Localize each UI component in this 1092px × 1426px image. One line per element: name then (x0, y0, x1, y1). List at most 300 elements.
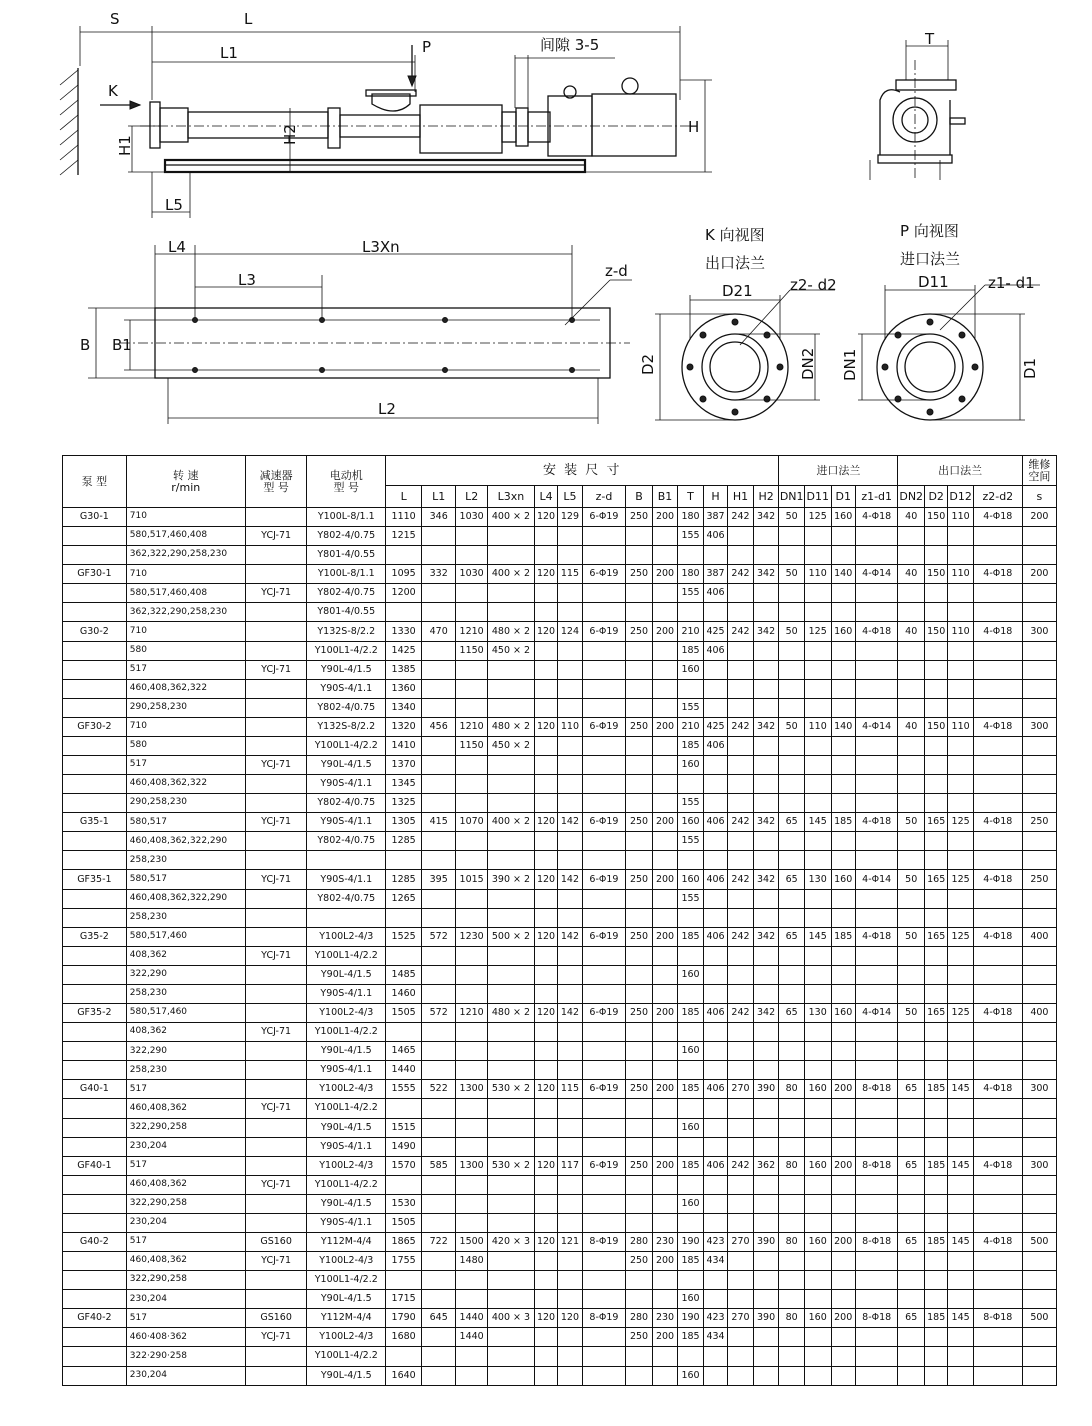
table-cell (855, 1290, 898, 1309)
table-cell (626, 889, 653, 908)
table-cell: 125 (948, 870, 974, 889)
table-cell (626, 736, 653, 755)
table-cell: 250 (626, 717, 653, 736)
table-cell (779, 1271, 805, 1290)
table-cell (422, 984, 456, 1003)
table-cell (925, 1099, 948, 1118)
table-cell (245, 1061, 307, 1080)
table-cell (948, 641, 974, 660)
table-row (63, 736, 1057, 755)
table-cell (973, 641, 1022, 660)
table-cell (582, 679, 626, 698)
table-cell (753, 1099, 779, 1118)
table-cell (1022, 794, 1056, 813)
table-cell (973, 584, 1022, 603)
p-view-title: P 向视图 (900, 222, 959, 240)
table-cell (582, 527, 626, 546)
table-cell (582, 832, 626, 851)
table-cell (678, 679, 704, 698)
table-cell (488, 603, 535, 622)
table-cell (456, 794, 488, 813)
table-cell: 185 (678, 1004, 704, 1023)
table-cell (703, 1366, 727, 1385)
label-l4: L4 (168, 238, 186, 256)
table-cell (558, 889, 582, 908)
table-cell (488, 546, 535, 565)
table-cell: 1570 (386, 1156, 422, 1175)
table-cell (626, 660, 653, 679)
table-cell: 160 (831, 870, 855, 889)
table-cell: 1480 (456, 1252, 488, 1271)
table-cell (422, 851, 456, 870)
table-cell: 6-Φ19 (582, 1156, 626, 1175)
table-cell (831, 946, 855, 965)
table-cell (626, 756, 653, 775)
table-cell (63, 1118, 127, 1137)
table-cell: Y90S-4/1.1 (307, 870, 386, 889)
table-cell: 258,230 (126, 908, 245, 927)
table-cell (558, 1194, 582, 1213)
table-cell (948, 1042, 974, 1061)
table-cell: 400 × 3 (488, 1309, 535, 1328)
table-cell (626, 546, 653, 565)
table-cell (753, 698, 779, 717)
table-cell (626, 698, 653, 717)
table-cell: 300 (1022, 1080, 1056, 1099)
table-cell (245, 622, 307, 641)
table-cell (582, 889, 626, 908)
table-cell (63, 641, 127, 660)
table-cell: 185 (925, 1309, 948, 1328)
table-row (63, 832, 1057, 851)
label-dn2: DN2 (799, 347, 817, 380)
table-cell (703, 946, 727, 965)
table-cell: Y132S-8/2.2 (307, 622, 386, 641)
table-cell (652, 946, 678, 965)
table-cell (804, 946, 831, 965)
table-cell: 65 (779, 1004, 805, 1023)
table-cell: Y90S-4/1.1 (307, 984, 386, 1003)
table-cell (973, 546, 1022, 565)
table-cell (831, 1175, 855, 1194)
table-cell (925, 946, 948, 965)
p-flange-view (858, 285, 1040, 420)
table-cell (898, 756, 925, 775)
table-cell: 160 (678, 1194, 704, 1213)
table-cell (488, 660, 535, 679)
table-cell (534, 603, 557, 622)
table-cell (973, 527, 1022, 546)
table-cell (534, 679, 557, 698)
table-cell: 1300 (456, 1156, 488, 1175)
table-cell: 40 (898, 717, 925, 736)
table-cell (456, 1099, 488, 1118)
table-cell (898, 641, 925, 660)
table-cell (626, 641, 653, 660)
table-cell: 125 (948, 813, 974, 832)
table-cell (626, 1175, 653, 1194)
hdr-reducer-l2: 型 号 (263, 480, 289, 494)
table-cell (898, 1137, 925, 1156)
table-cell (728, 546, 754, 565)
table-cell (422, 546, 456, 565)
table-cell (703, 1061, 727, 1080)
table-cell (534, 756, 557, 775)
table-cell: 200 (652, 813, 678, 832)
table-cell (422, 736, 456, 755)
table-cell (558, 584, 582, 603)
table-cell: 185 (678, 1156, 704, 1175)
table-cell (1022, 527, 1056, 546)
table-cell (582, 1099, 626, 1118)
base-view (88, 245, 632, 424)
label-l: L (244, 10, 253, 28)
table-cell (703, 1118, 727, 1137)
table-cell (534, 965, 557, 984)
table-cell: 300 (1022, 622, 1056, 641)
table-cell (456, 698, 488, 717)
table-cell (678, 1137, 704, 1156)
table-cell (779, 1290, 805, 1309)
table-cell: 160 (678, 1042, 704, 1061)
table-cell (422, 1194, 456, 1213)
table-cell (898, 1271, 925, 1290)
table-cell (973, 1347, 1022, 1366)
table-cell: 1330 (386, 622, 422, 641)
table-cell: 185 (678, 736, 704, 755)
table-cell (63, 775, 127, 794)
table-cell (456, 1213, 488, 1232)
table-cell: 200 (831, 1232, 855, 1251)
table-cell: 406 (703, 1156, 727, 1175)
table-cell (534, 660, 557, 679)
table-cell (652, 832, 678, 851)
table-cell (703, 965, 727, 984)
table-cell: 580,517,460 (126, 1004, 245, 1023)
table-cell: 145 (948, 1156, 974, 1175)
table-cell: 6-Φ19 (582, 622, 626, 641)
table-cell: 200 (831, 1156, 855, 1175)
table-cell: 1340 (386, 698, 422, 717)
table-cell (831, 1213, 855, 1232)
table-cell (456, 946, 488, 965)
table-cell (728, 756, 754, 775)
table-cell (652, 889, 678, 908)
table-cell (855, 946, 898, 965)
table-cell (925, 1042, 948, 1061)
table-cell (831, 641, 855, 660)
table-cell: 65 (779, 813, 805, 832)
table-cell: 406 (703, 1080, 727, 1099)
table-cell: 500 (1022, 1232, 1056, 1251)
table-cell: 342 (753, 508, 779, 527)
table-cell (558, 1061, 582, 1080)
table-cell: 145 (804, 927, 831, 946)
table-cell (245, 984, 307, 1003)
table-cell (948, 736, 974, 755)
table-cell (973, 775, 1022, 794)
table-cell: 120 (534, 1232, 557, 1251)
table-cell: 230 (652, 1309, 678, 1328)
table-cell (245, 1194, 307, 1213)
table-cell: GF40-2 (63, 1309, 127, 1328)
table-cell: 185 (678, 641, 704, 660)
table-cell (804, 1328, 831, 1347)
table-cell (245, 1118, 307, 1137)
table-cell: Y90S-4/1.1 (307, 813, 386, 832)
table-cell: 200 (652, 1004, 678, 1023)
table-cell (422, 1042, 456, 1061)
table-cell: 250 (626, 622, 653, 641)
table-cell (582, 1213, 626, 1232)
table-cell (1022, 679, 1056, 698)
table-cell (728, 584, 754, 603)
table-cell: 125 (804, 508, 831, 527)
table-cell (1022, 1023, 1056, 1042)
table-cell (534, 1347, 557, 1366)
table-cell (652, 546, 678, 565)
table-cell: 200 (1022, 508, 1056, 527)
table-cell: 1465 (386, 1042, 422, 1061)
table-cell: 4-Φ18 (855, 508, 898, 527)
table-cell (779, 1023, 805, 1042)
table-cell (1022, 984, 1056, 1003)
table-cell: 425 (703, 622, 727, 641)
table-cell (245, 794, 307, 813)
table-cell (831, 698, 855, 717)
table-cell (831, 889, 855, 908)
table-cell (488, 794, 535, 813)
hdr-col-d12: D12 (948, 486, 974, 508)
table-cell (63, 1137, 127, 1156)
table-cell (779, 546, 805, 565)
table-cell (804, 1366, 831, 1385)
table-cell: 200 (831, 1080, 855, 1099)
table-cell (534, 698, 557, 717)
table-cell: 6-Φ19 (582, 508, 626, 527)
table-cell: Y100L2-4/3 (307, 1252, 386, 1271)
table-cell: 250 (626, 1156, 653, 1175)
table-cell (831, 851, 855, 870)
table-cell: YCJ-71 (245, 1252, 307, 1271)
table-cell (626, 1118, 653, 1137)
table-cell (558, 984, 582, 1003)
table-cell: 1555 (386, 1080, 422, 1099)
table-cell (753, 736, 779, 755)
table-cell: 522 (422, 1080, 456, 1099)
table-cell: 150 (925, 565, 948, 584)
table-cell (855, 965, 898, 984)
table-cell: 110 (948, 622, 974, 641)
table-cell (422, 1137, 456, 1156)
table-cell (534, 1271, 557, 1290)
table-cell: 4-Φ18 (973, 1004, 1022, 1023)
table-cell: 4-Φ14 (855, 870, 898, 889)
table-cell (652, 1061, 678, 1080)
table-cell (652, 736, 678, 755)
table-cell: 185 (678, 927, 704, 946)
table-cell (948, 1347, 974, 1366)
table-cell (779, 1099, 805, 1118)
table-cell: 250 (1022, 870, 1056, 889)
table-cell (456, 1061, 488, 1080)
table-cell: 65 (898, 1309, 925, 1328)
table-cell (488, 1061, 535, 1080)
table-cell: 300 (1022, 717, 1056, 736)
table-cell (652, 908, 678, 927)
table-cell (678, 1175, 704, 1194)
table-row (63, 584, 1057, 603)
hdr-speed (126, 456, 245, 508)
table-cell: 460,408,362 (126, 1099, 245, 1118)
table-cell: 110 (804, 717, 831, 736)
table-cell (582, 1023, 626, 1042)
table-cell: 250 (626, 1004, 653, 1023)
table-cell: 242 (728, 508, 754, 527)
table-cell: Y90L-4/1.5 (307, 1290, 386, 1309)
table-cell (948, 908, 974, 927)
table-cell: 6-Φ19 (582, 717, 626, 736)
p-view-subtitle: 进口法兰 (900, 250, 961, 268)
table-cell (245, 508, 307, 527)
table-cell (948, 1252, 974, 1271)
table-cell (582, 794, 626, 813)
table-cell (678, 1099, 704, 1118)
table-cell (898, 889, 925, 908)
table-cell (753, 1023, 779, 1042)
table-cell (804, 527, 831, 546)
table-cell: 140 (831, 717, 855, 736)
label-l5: L5 (165, 196, 183, 214)
table-cell: 517 (126, 1156, 245, 1175)
table-cell (753, 1252, 779, 1271)
table-cell: 572 (422, 927, 456, 946)
table-cell (728, 1252, 754, 1271)
table-cell: 270 (728, 1309, 754, 1328)
table-cell (831, 660, 855, 679)
table-cell (422, 908, 456, 927)
table-cell: Y100L2-4/3 (307, 1004, 386, 1023)
table-cell (652, 1213, 678, 1232)
label-gap: 间隙 3-5 (540, 36, 600, 54)
table-cell: 200 (652, 1156, 678, 1175)
table-cell (831, 527, 855, 546)
table-cell: 322,290,258 (126, 1194, 245, 1213)
table-cell: 4-Φ18 (855, 927, 898, 946)
table-cell (558, 1252, 582, 1271)
table-cell: 580,517,460,408 (126, 527, 245, 546)
table-cell (558, 775, 582, 794)
table-cell (855, 641, 898, 660)
table-cell (804, 1175, 831, 1194)
table-cell (626, 851, 653, 870)
table-cell (678, 1271, 704, 1290)
label-d11: D11 (918, 273, 949, 291)
table-cell (582, 1290, 626, 1309)
table-cell (456, 527, 488, 546)
table-cell (779, 584, 805, 603)
table-cell: 572 (422, 1004, 456, 1023)
table-cell (245, 1347, 307, 1366)
table-cell: 342 (753, 1004, 779, 1023)
table-cell (804, 984, 831, 1003)
table-cell (804, 584, 831, 603)
table-cell (898, 1252, 925, 1271)
table-cell (582, 756, 626, 775)
table-cell (728, 736, 754, 755)
table-cell: 400 × 2 (488, 508, 535, 527)
table-cell: Y90L-4/1.5 (307, 1118, 386, 1137)
table-cell (973, 1042, 1022, 1061)
table-cell (652, 698, 678, 717)
table-cell (779, 908, 805, 927)
table-row (63, 984, 1057, 1003)
hdr-outlet: 出口法兰 (898, 456, 1022, 486)
table-cell (948, 1175, 974, 1194)
table-cell (245, 603, 307, 622)
table-row (63, 622, 1057, 641)
table-cell (534, 908, 557, 927)
table-cell (245, 927, 307, 946)
label-p: P (422, 38, 432, 56)
table-cell (753, 1328, 779, 1347)
table-cell: 50 (779, 717, 805, 736)
table-cell (1022, 1290, 1056, 1309)
table-cell (925, 584, 948, 603)
table-cell (973, 660, 1022, 679)
table-cell (728, 984, 754, 1003)
table-cell (804, 546, 831, 565)
table-cell (728, 1194, 754, 1213)
table-cell (804, 660, 831, 679)
table-cell: 230,204 (126, 1366, 245, 1385)
table-cell (422, 1175, 456, 1194)
hdr-col-l4: L4 (534, 486, 557, 508)
table-cell: GS160 (245, 1309, 307, 1328)
table-cell: 6-Φ19 (582, 813, 626, 832)
table-cell: 480 × 2 (488, 717, 535, 736)
table-cell (63, 1194, 127, 1213)
table-cell (422, 1023, 456, 1042)
table-cell (831, 1252, 855, 1271)
table-cell: 185 (678, 1252, 704, 1271)
table-cell (386, 1175, 422, 1194)
table-cell (63, 1271, 127, 1290)
table-cell (245, 717, 307, 736)
table-cell (456, 1175, 488, 1194)
table-cell (855, 775, 898, 794)
table-cell (831, 603, 855, 622)
table-cell: 110 (804, 565, 831, 584)
table-cell (1022, 756, 1056, 775)
table-cell (728, 946, 754, 965)
label-z2d2: z2- d2 (790, 276, 837, 294)
table-cell (855, 546, 898, 565)
table-row (63, 756, 1057, 775)
table-cell (831, 1271, 855, 1290)
table-cell: 1790 (386, 1309, 422, 1328)
table-cell (488, 908, 535, 927)
table-cell: 4-Φ18 (973, 717, 1022, 736)
table-cell (488, 698, 535, 717)
table-cell (456, 1290, 488, 1309)
table-cell: Y802-4/0.75 (307, 698, 386, 717)
table-cell: 230,204 (126, 1137, 245, 1156)
hdr-col-s: s (1022, 486, 1056, 508)
table-row (63, 908, 1057, 927)
label-l3xn: L3Xn (362, 238, 400, 256)
table-cell: 145 (948, 1080, 974, 1099)
